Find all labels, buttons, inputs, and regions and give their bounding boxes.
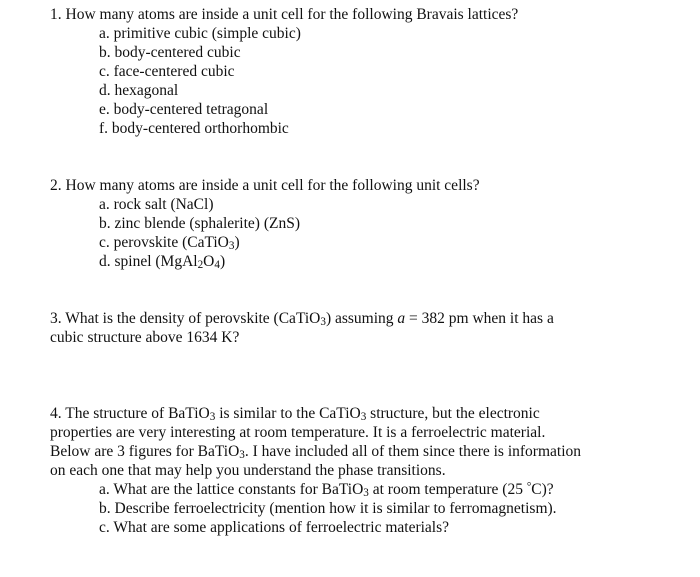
q1-item-f: f. body-centered orthorhombic	[99, 120, 289, 137]
question-3-line-2: cubic structure above 1634 K?	[50, 329, 240, 346]
q1-item-a: a. primitive cubic (simple cubic)	[99, 25, 301, 42]
q1-item-b: b. body-centered cubic	[99, 44, 241, 61]
question-4-line-4: on each one that may help you understand the phase transitions.	[50, 462, 446, 479]
q4-item-b: b. Describe ferroelectricity (mention how it is similar to ferromagnetism).	[99, 500, 557, 517]
question-2-text: 2. How many atoms are inside a unit cell for the following unit cells?	[50, 177, 480, 194]
question-4-line-1: 4. The structure of BaTiO$_3$ is similar to the CaTiO$_3$ structure, but the electronic	[50, 405, 540, 423]
q1-item-d: d. hexagonal	[99, 82, 179, 99]
q4-item-a: a. What are the lattice constants for BaTiO$_3$ at room temperature (25 °C)?	[99, 481, 554, 499]
q1-item-c: c. face-centered cubic	[99, 63, 235, 80]
question-3-line-1: 3. What is the density of perovskite (CaTiO$_3$) assuming a = 382 pm when it has a	[50, 310, 554, 328]
q4-item-c: c. What are some applications of ferroelectric materials?	[99, 519, 450, 536]
q1-item-e: e. body-centered tetragonal	[99, 101, 269, 118]
q2-item-d: d. spinel $(MgAl_2O_4)$	[99, 253, 226, 271]
q2-item-b: b. zinc blende (sphalerite) (ZnS)	[99, 215, 300, 232]
question-1-text: 1. How many atoms are inside a unit cell for the following Bravais lattices?	[50, 6, 519, 23]
question-4-line-3: Below are 3 figures for BaTiO$_3$. I have included all of them since there is information	[50, 443, 582, 461]
q2-item-c: c. perovskite (CaTiO$_3$)	[99, 234, 240, 252]
question-4-line-2: properties are very interesting at room temperature. It is a ferroelectric material.	[50, 424, 546, 441]
q2-item-a: a. rock salt (NaCl)	[99, 196, 214, 213]
